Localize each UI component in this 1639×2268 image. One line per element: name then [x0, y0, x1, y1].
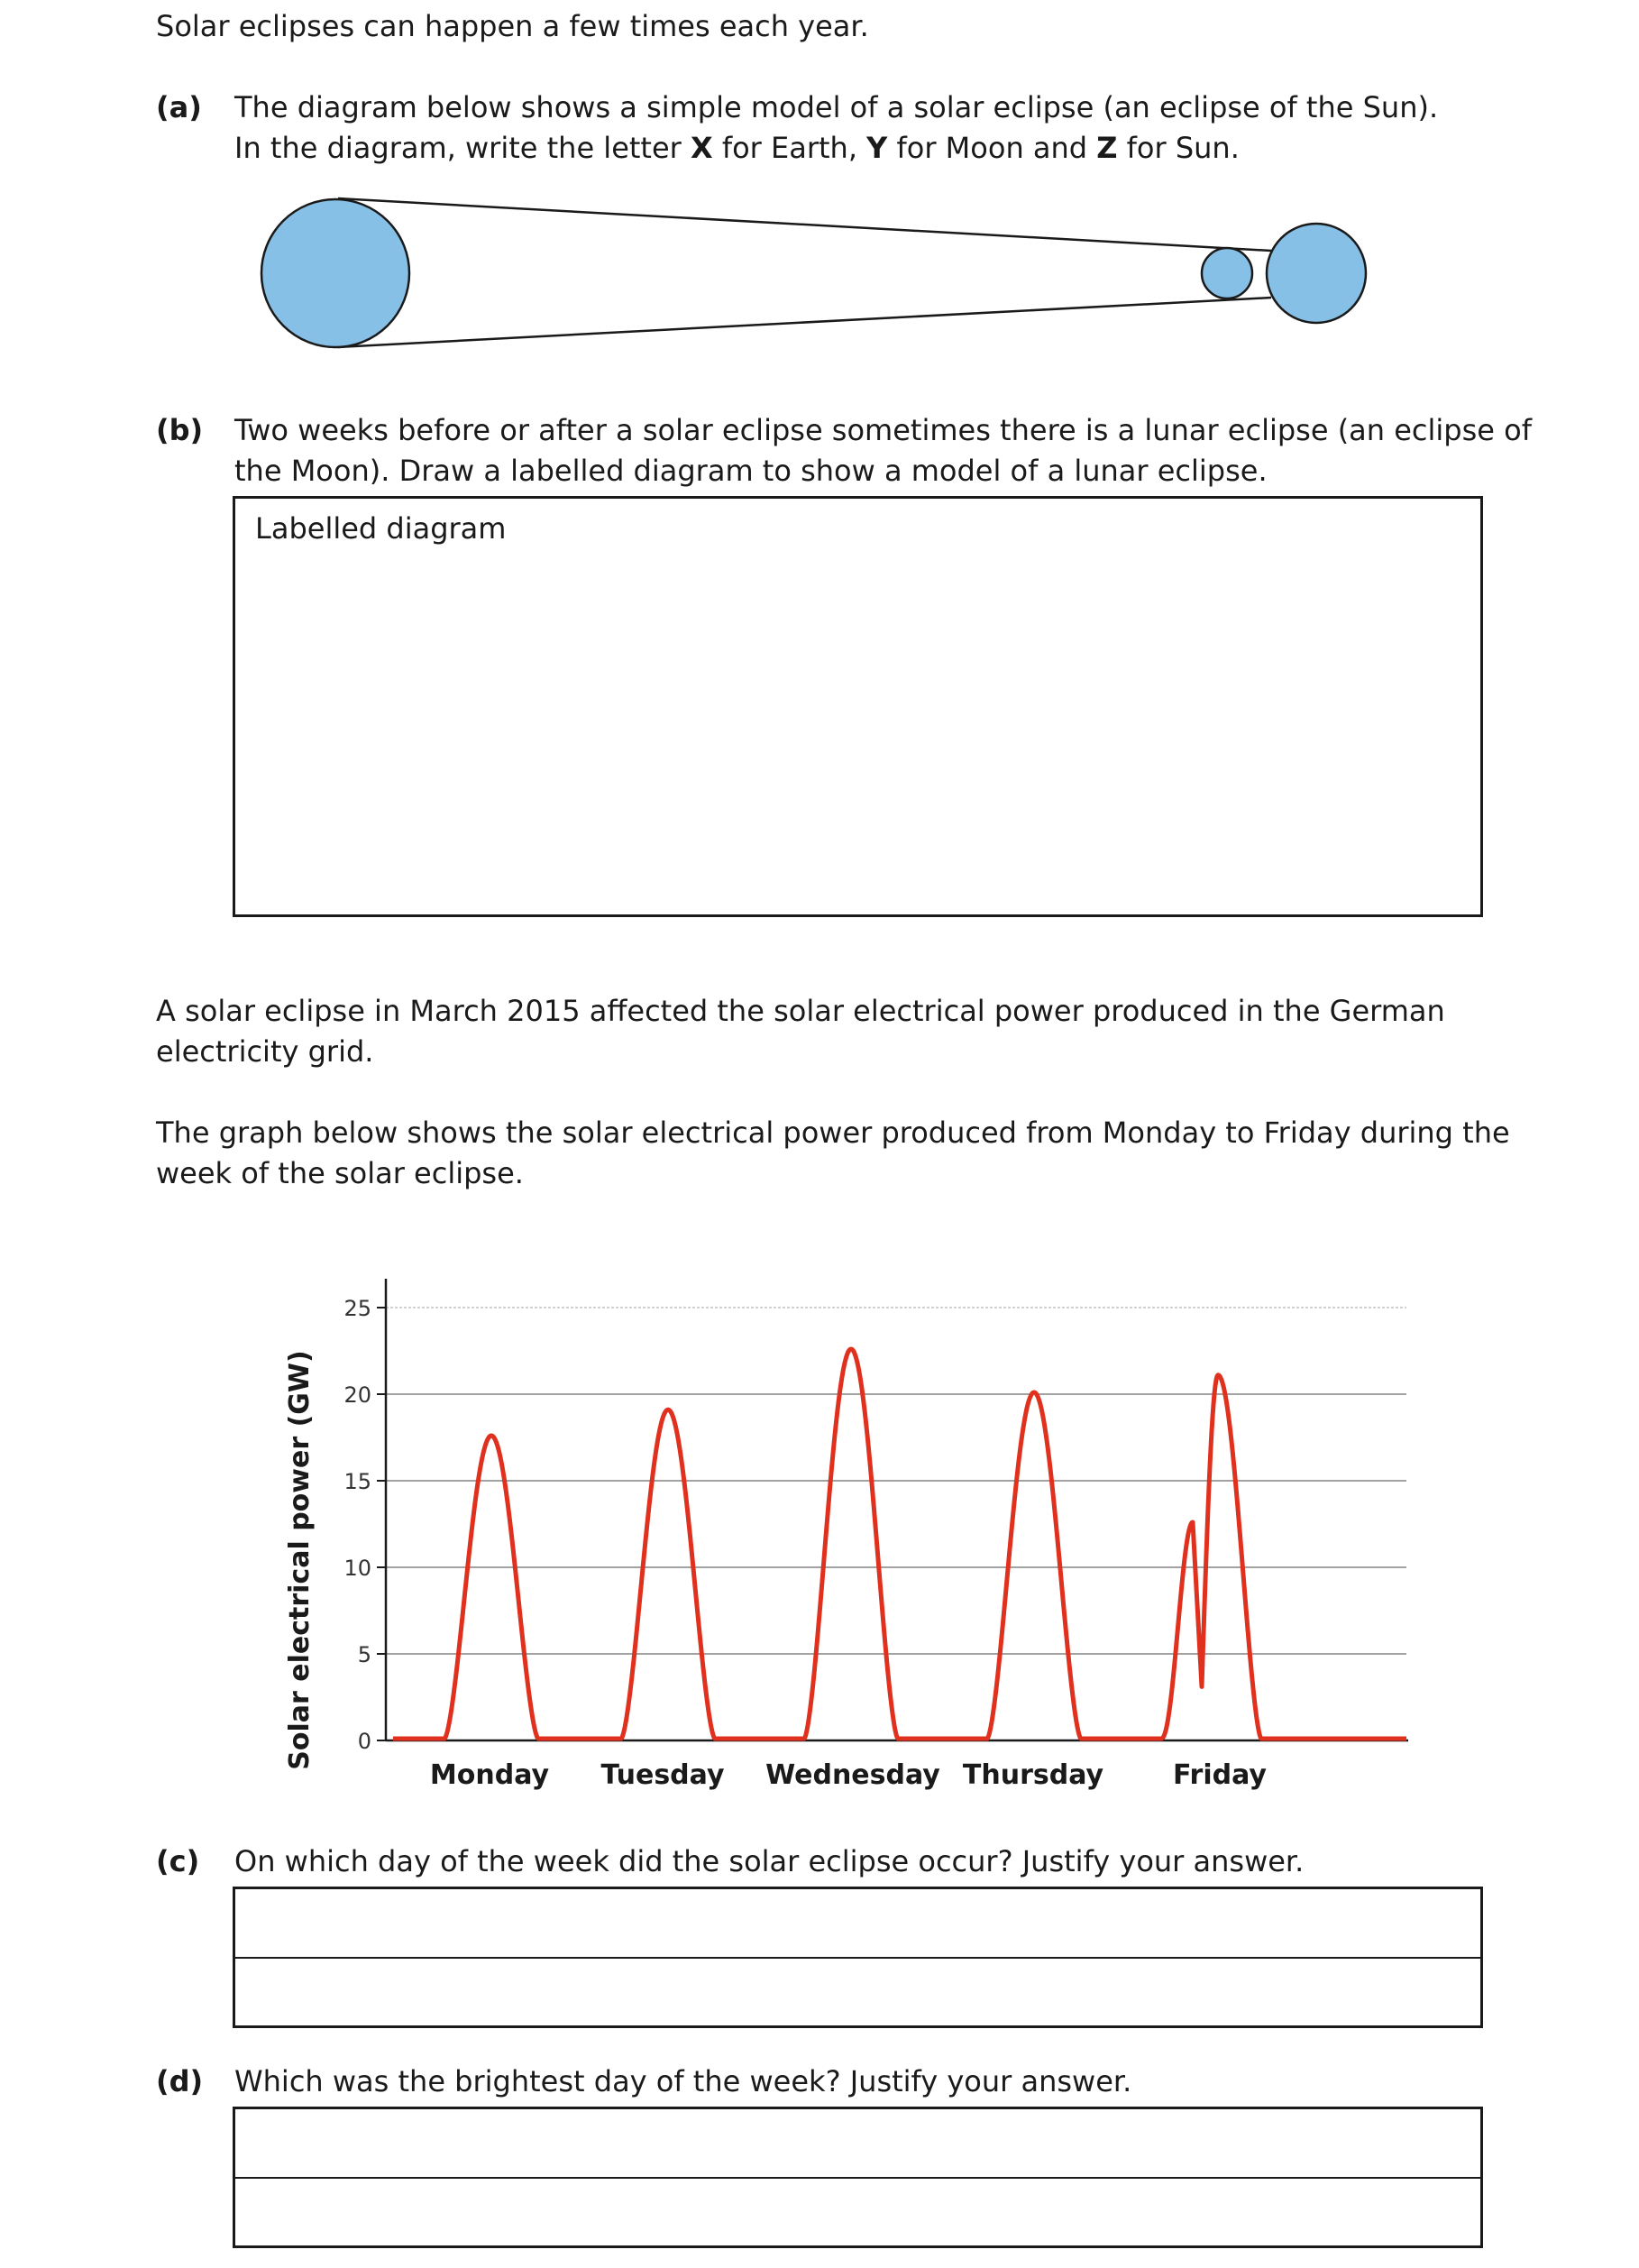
x-category-friday: Friday [1172, 1759, 1268, 1791]
part-a-line2-mid2: for Moon and [887, 131, 1097, 165]
context-p1-line2: electricity grid. [156, 1034, 374, 1069]
part-c-question: On which day of the week did the solar eclipse occur? Justify your answer. [234, 1844, 1305, 1878]
part-a-line2-end: for Sun. [1117, 131, 1240, 165]
part-a-label: (a) [156, 90, 202, 124]
y-tick-label-5: 5 [357, 1642, 371, 1667]
large-body-circle[interactable] [261, 199, 409, 347]
medium-body-circle[interactable] [1267, 224, 1366, 323]
part-a-line1: The diagram below shows a simple model of a solar eclipse (an eclipse of the Sun). [234, 90, 1439, 124]
context-p2-line1: The graph below shows the solar electrical power produced from Monday to Friday during the [156, 1116, 1510, 1150]
part-c-answer-divider [235, 1957, 1480, 1959]
part-a-line2 [234, 127, 1240, 169]
intro-text: Solar eclipses can happen a few times each year. [156, 9, 869, 43]
y-tick-label-15: 15 [343, 1469, 371, 1494]
part-c-label: (c) [156, 1844, 200, 1878]
solar-power-chart [0, 1263, 1639, 1822]
part-b-line2: the Moon). Draw a labelled diagram to show a model of a lunar eclipse. [234, 454, 1268, 488]
letter-z: Z [1096, 131, 1118, 165]
context-p2-line2: week of the solar eclipse. [156, 1156, 524, 1190]
part-b-line1: Two weeks before or after a solar eclipse sometimes there is a lunar eclipse (an eclipse of [234, 413, 1532, 447]
shadow-line-top [338, 198, 1271, 251]
part-b-label: (b) [156, 413, 204, 447]
y-tick-label-25: 25 [343, 1296, 371, 1321]
letter-x: X [690, 131, 713, 165]
part-d-answer-box[interactable] [233, 2107, 1483, 2248]
x-category-wednesday: Wednesday [765, 1759, 940, 1791]
letter-y: Y [866, 131, 888, 165]
x-category-thursday: Thursday [962, 1759, 1104, 1791]
part-d-label: (d) [156, 2064, 204, 2098]
part-a-line2-pre: In the diagram, write the letter [234, 131, 691, 165]
context-p1-line1: A solar eclipse in March 2015 affected the solar electrical power produced in the German [156, 994, 1445, 1028]
part-a-line2-mid1: for Earth, [712, 131, 867, 165]
y-axis-label: Solar electrical power (GW) [284, 1350, 316, 1770]
solar-eclipse-diagram [0, 180, 1639, 379]
x-category-monday: Monday [429, 1759, 550, 1791]
part-d-answer-divider [235, 2177, 1480, 2179]
part-c-answer-box[interactable] [233, 1887, 1483, 2028]
y-tick-label-20: 20 [343, 1382, 371, 1408]
lunar-diagram-answer-box[interactable] [233, 496, 1483, 917]
y-tick-label-10: 10 [343, 1556, 371, 1581]
shadow-line-bottom [338, 298, 1271, 347]
lunar-diagram-box-label: Labelled diagram [255, 511, 507, 546]
solar-power-series-line [393, 1349, 1406, 1739]
part-d-question: Which was the brightest day of the week? Justify your answer. [234, 2064, 1132, 2098]
y-tick-label-0: 0 [357, 1729, 371, 1754]
x-category-tuesday: Tuesday [600, 1759, 725, 1791]
small-body-circle[interactable] [1202, 248, 1252, 298]
